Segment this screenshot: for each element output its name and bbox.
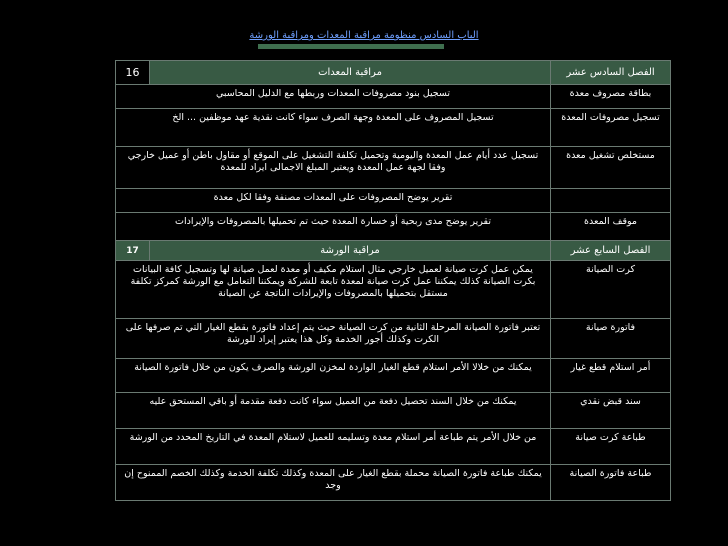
row-description: يمكن عمل كرت صيانة لعميل خارجي مثال استلام مكيف أو معدة لعمل صيانة لها وتسجيل كافة البيانات بكرت الصيانة كذلك يمكننا عمل كرت صيانة لمعدة تابعة للشركة ويمكننا التعامل مع الورشة كمركز تكلفة مستقل بتحميلها بالمصروفات والإيرادات الناتجة عن الصيانة bbox=[116, 261, 551, 319]
row-label bbox=[551, 189, 671, 213]
section-title: مراقبة الورشة bbox=[150, 241, 551, 261]
table-row bbox=[116, 85, 671, 109]
row-description: يمكنك من خلالا الأمر استلام قطع الغيار الواردة لمخزن الورشة والصرف يكون من خلال فاتورة الصيانة bbox=[116, 359, 551, 393]
row-description: يمكنك من خلال السند تحصيل دفعة من العميل سواء كانت دفعة مقدمة أو باقي المستحق عليه bbox=[116, 393, 551, 429]
section-title: مراقبة المعدات bbox=[150, 61, 551, 85]
row-description: تقرير يوضح مدى ربحية أو خسارة المعدة حيث تم تحميلها بالمصروفات والإيرادات bbox=[116, 213, 551, 241]
chapter-label: الفصل السادس عشر bbox=[551, 61, 671, 85]
table-row bbox=[116, 429, 671, 465]
section-number: 16 bbox=[116, 61, 150, 85]
row-label: فاتورة صيانة bbox=[551, 319, 671, 359]
table-row bbox=[116, 261, 671, 319]
table-row bbox=[116, 319, 671, 359]
row-label: طباعة كرت صيانة bbox=[551, 429, 671, 465]
row-description: من خلال الأمر يتم طباعة أمر استلام معدة وتسليمه للعميل لاستلام المعدة في التاريخ المحدد من الورشة bbox=[116, 429, 551, 465]
chapter-label: الفصل السابع عشر bbox=[551, 241, 671, 261]
feature-table bbox=[115, 60, 671, 501]
table-row bbox=[116, 109, 671, 147]
table-row bbox=[116, 213, 671, 241]
row-description: تسجيل المصروف على المعدة وجهة الصرف سواء كانت نقدية عهد موظفين ... الخ bbox=[116, 109, 551, 147]
section-header-16 bbox=[116, 61, 671, 85]
table-row bbox=[116, 465, 671, 501]
row-description: تسجيل عدد أيام عمل المعدة واليومية وتحميل تكلفة التشغيل على الموقع أو مقاول باطن أو عميل خارجي وفقا لجهة عمل المعدة ويعتبر المبلغ الاجمالى ايراد للمعدة bbox=[116, 147, 551, 189]
table-row bbox=[116, 147, 671, 189]
row-description: تسجيل بنود مصروفات المعدات وربطها مع الدليل المحاسبي bbox=[116, 85, 551, 109]
row-description: تعتبر فاتورة الصيانة المرحلة الثانية من كرت الصيانة حيث يتم إعداد فاتورة بقطع الغيار التي تم صرفها على الكرت وكذلك أجور الخدمة وكل هذا يعتبر إيراد للورشة bbox=[116, 319, 551, 359]
row-label: موقف المعدة bbox=[551, 213, 671, 241]
row-label: أمر استلام قطع غيار bbox=[551, 359, 671, 393]
table-row bbox=[116, 393, 671, 429]
row-label: طباعة فاتورة الصيانة bbox=[551, 465, 671, 501]
title-underline-bar bbox=[258, 44, 444, 49]
row-label: سند قبض نقدي bbox=[551, 393, 671, 429]
row-label: تسجيل مصروفات المعدة bbox=[551, 109, 671, 147]
table-row bbox=[116, 189, 671, 213]
table-row bbox=[116, 359, 671, 393]
row-label: مستخلص تشغيل معدة bbox=[551, 147, 671, 189]
page-title[interactable]: الباب السادس منظومة مراقبة المعدات ومراقبة الورشة bbox=[249, 30, 479, 41]
section-number: 17 bbox=[116, 241, 150, 261]
row-label: بطاقة مصروف معدة bbox=[551, 85, 671, 109]
row-description: تقرير يوضح المصروفات على المعدات مصنفة وفقا لكل معدة bbox=[116, 189, 551, 213]
row-description: يمكنك طباعة فاتورة الصيانة محملة بقطع الغيار على المعدة وكذلك تكلفة الخدمة وكذلك الخصم الممنوح إن وجد bbox=[116, 465, 551, 501]
section-header-17 bbox=[116, 241, 671, 261]
row-label: كرت الصيانة bbox=[551, 261, 671, 319]
